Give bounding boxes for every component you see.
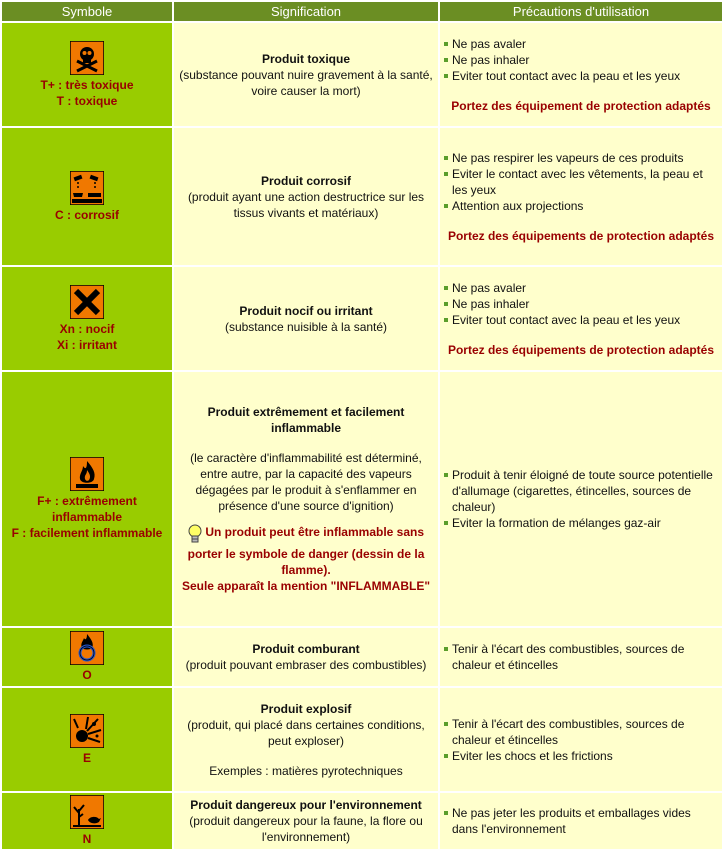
symbol-cell — [2, 267, 172, 370]
table-row — [2, 688, 722, 791]
signification-description: (substance nuisible à la santé) — [224, 319, 388, 334]
table-row — [2, 128, 722, 265]
header-symbole: Symbole — [2, 2, 172, 21]
symbol-cell — [2, 372, 172, 626]
flame-over-circle-icon — [70, 631, 104, 665]
precautions-list — [444, 805, 718, 837]
symbol-cell — [2, 793, 172, 849]
signification-cell — [174, 372, 438, 626]
list-item: Eviter le contact avec les vêtements, la peau et les yeux — [444, 166, 718, 198]
precautions-cell — [440, 267, 722, 370]
signification-title: Produit explosif — [260, 701, 352, 716]
signification-cell — [174, 23, 438, 126]
signification-description: (produit, qui placé dans certaines conditions, peut exploser) — [187, 717, 425, 748]
signification-title: Produit corrosif — [260, 173, 351, 188]
list-item: Eviter tout contact avec la peau et les yeux — [444, 312, 718, 328]
list-item: Produit à tenir éloigné de toute source potentielle d'allumage (cigarettes, étincelles, sources de chaleur) — [444, 467, 718, 515]
precautions-list — [444, 467, 718, 531]
symbol-cell — [2, 688, 172, 791]
flame-icon — [70, 457, 104, 491]
list-item: Ne pas inhaler — [444, 52, 718, 68]
symbol-label: F+ : extrêmement inflammable F : facilement inflammable — [11, 494, 163, 540]
list-item: Eviter tout contact avec la peau et les yeux — [444, 68, 718, 84]
precautions-list — [444, 150, 718, 214]
list-item: Ne pas avaler — [444, 36, 718, 52]
precautions-list — [444, 280, 718, 328]
list-item: Eviter la formation de mélanges gaz-air — [444, 515, 718, 531]
signification-title: Produit dangereux pour l'environnement — [190, 798, 422, 812]
symbol-label: N — [82, 832, 92, 846]
list-item: Tenir à l'écart des combustibles, sources de chaleur et étincelles — [444, 641, 718, 673]
signification-title: Produit nocif ou irritant — [239, 303, 373, 318]
signification-description: (produit dangereux pour la faune, la flore ou l'environnement) — [189, 814, 423, 844]
signification-cell — [174, 128, 438, 265]
table-row — [2, 372, 722, 626]
saint-andrew-cross-icon — [70, 285, 104, 319]
symbol-label: E — [82, 750, 91, 765]
precautions-cell — [440, 372, 722, 626]
symbol-label: C : corrosif — [54, 207, 119, 222]
list-item: Attention aux projections — [444, 198, 718, 214]
corrosion-icon — [70, 171, 104, 205]
symbol-cell — [2, 128, 172, 265]
signification-cell — [174, 793, 438, 849]
signification-description: (le caractère d'inflammabilité est déterminé, entre autre, par la capacité des vapeurs dégagées par le produit à s'enflammer en présence d'une source d'ignition) — [190, 451, 422, 513]
protection-note: Portez des équipements de protection adaptés — [447, 342, 715, 357]
precautions-cell — [440, 128, 722, 265]
protection-note: Portez des équipements de protection adaptés — [447, 228, 715, 243]
signification-example: Exemples : matières pyrotechniques — [209, 763, 403, 778]
precautions-cell — [440, 628, 722, 686]
table-header-row — [2, 2, 722, 21]
signification-title: Produit extrêmement et facilement inflammable — [207, 405, 405, 435]
table-row — [2, 23, 722, 126]
list-item: Ne pas avaler — [444, 280, 718, 296]
list-item: Ne pas respirer les vapeurs de ces produits — [444, 150, 718, 166]
inflammable-warning-text: Un produit peut être inflammable sans porter le symbole de danger (dessin de la flamme). Seule apparaît la mention "INFLAMMABLE" — [181, 525, 431, 593]
signification-description: (produit pouvant embraser des combustibles) — [185, 658, 427, 672]
list-item: Eviter les chocs et les frictions — [444, 748, 718, 764]
symbol-cell — [2, 23, 172, 126]
header-signification: Signification — [174, 2, 438, 21]
skull-crossbones-icon — [70, 41, 104, 75]
precautions-list — [444, 716, 718, 764]
signification-cell — [174, 628, 438, 686]
table-row — [2, 628, 722, 686]
light-bulb-icon — [188, 524, 202, 546]
precautions-cell — [440, 23, 722, 126]
environment-hazard-icon — [70, 795, 104, 829]
symbol-cell — [2, 628, 172, 686]
signification-cell — [174, 267, 438, 370]
precautions-cell — [440, 793, 722, 849]
signification-title: Produit toxique — [262, 51, 350, 66]
signification-description: (produit ayant une action destructrice sur les tissus vivants et matériaux) — [187, 189, 425, 220]
precautions-list — [444, 641, 718, 673]
table-row — [2, 267, 722, 370]
precautions-list — [444, 36, 718, 84]
table-row — [2, 793, 722, 849]
signification-description: (substance pouvant nuire gravement à la santé, voire causer la mort) — [179, 67, 433, 98]
symbol-label: T+ : très toxique T : toxique — [40, 77, 134, 108]
header-precautions: Précautions d'utilisation — [440, 2, 722, 21]
precautions-cell — [440, 688, 722, 791]
symbol-label: O — [82, 668, 92, 682]
signification-title: Produit comburant — [252, 642, 360, 656]
list-item: Tenir à l'écart des combustibles, sources de chaleur et étincelles — [444, 716, 718, 748]
inflammable-warning — [178, 524, 434, 594]
list-item: Ne pas inhaler — [444, 296, 718, 312]
symbol-label: Xn : nocif Xi : irritant — [56, 321, 117, 352]
exploding-bomb-icon — [70, 714, 104, 748]
signification-cell — [174, 688, 438, 791]
list-item: Ne pas jeter les produits et emballages vides dans l'environnement — [444, 805, 718, 837]
protection-note: Portez des équipement de protection adaptés — [451, 98, 711, 113]
